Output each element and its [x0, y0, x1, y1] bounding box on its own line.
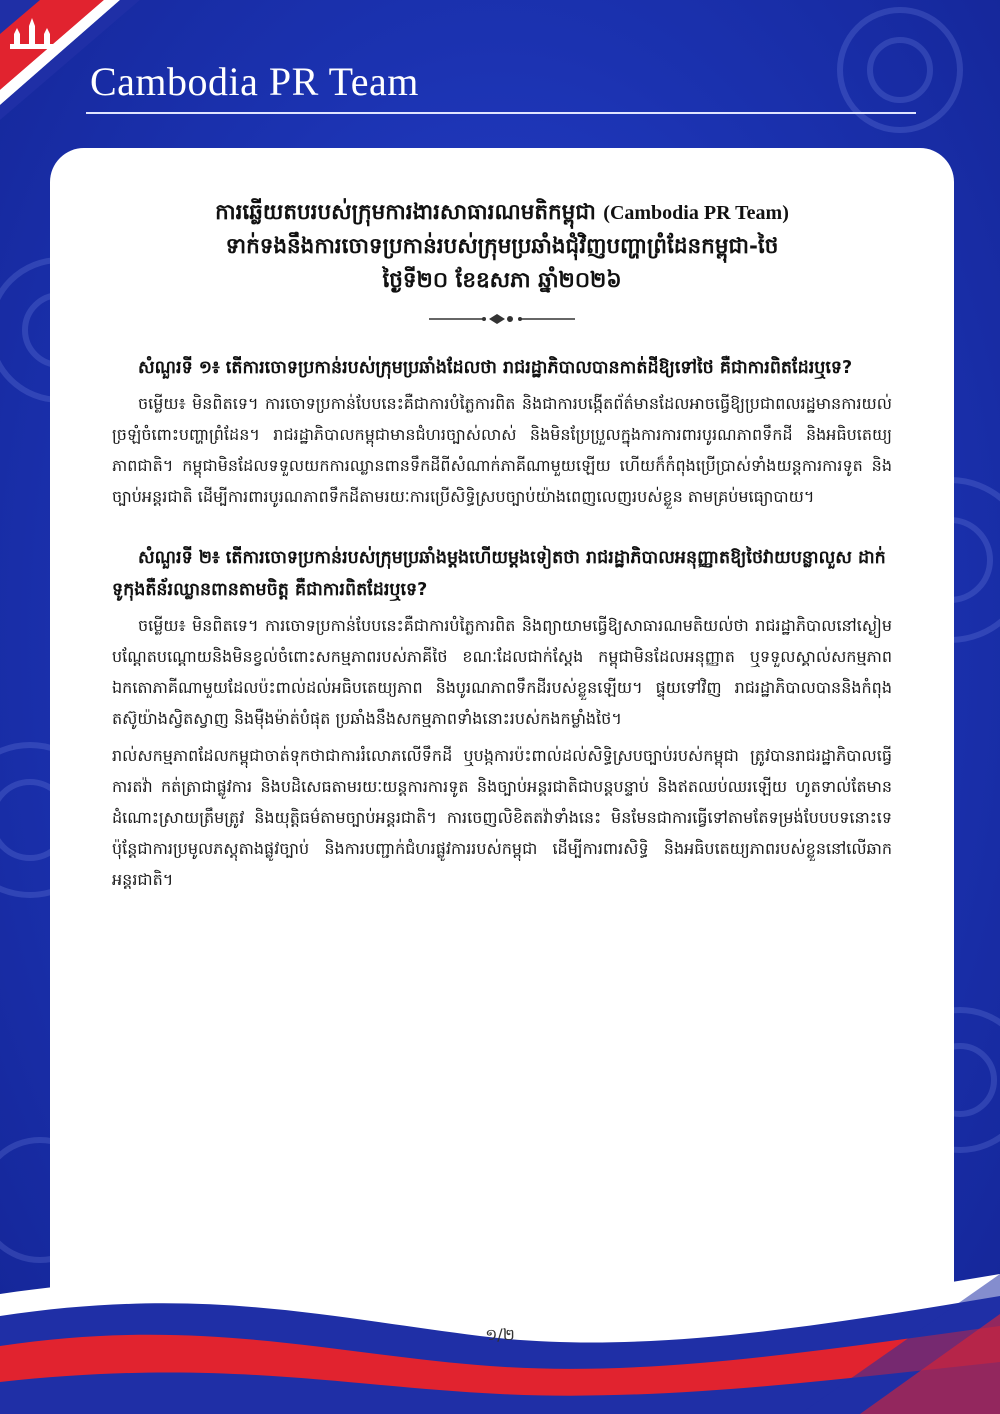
page-number: ១/២ — [485, 1325, 515, 1344]
document-title — [112, 196, 892, 298]
title-line1-english: (Cambodia PR Team) — [603, 202, 789, 224]
answer-2-continuation: រាល់សកម្មភាពដែលកម្ពុជាចាត់ទុកថាជាការរំលោភលើទឹកដី ឬបង្កការប៉ះពាល់ដល់សិទ្ធិស្របច្បាប់របស់កម្ពុជា ត្រូវបានរាជរដ្ឋាភិបាលធ្វើការតវ៉ា កត់ត្រាជាផ្លូវការ និងបដិសេធតាមរយៈយន្តការការទូត និងច្បាប់អន្តរជាតិជាបន្តបន្ទាប់ និងឥតឈប់ឈរឡើយ ហូតទាល់តែមានដំណោះស្រាយត្រឹមត្រូវ និងយុត្តិធម៌តាមច្បាប់អន្តរជាតិ។ ការចេញលិខិតតវ៉ាទាំងនេះ មិនមែនជាការធ្វើទៅតាមតែទម្រង់បែបបទនោះទេ ប៉ុន្តែជាការប្រមូលភស្តុតាងផ្លូវច្បាប់ និងការបញ្ជាក់ជំហរផ្លូវការរបស់កម្ពុជា ដើម្បីការពារសិទ្ធិ និងអធិបតេយ្យភាពរបស់ខ្លួននៅលើឆាកអន្តរជាតិ។ — [112, 746, 892, 889]
title-date: ថ្ងៃទី២០ ខែឧសភា ឆ្នាំ២០២៦ — [382, 268, 622, 293]
header-divider — [86, 112, 916, 114]
document-card — [50, 148, 954, 1366]
question-section-1 — [112, 352, 892, 512]
answer-2: ចម្លើយ៖ មិនពិតទេ។ ការចោទប្រកាន់បែបនេះគឺជាការបំភ្លៃការពិត និងព្យាយាមធ្វើឱ្យសាធារណមតិយល់ថា រាជរដ្ឋាភិបាលនៅស្ងៀម បណ្តែតបណ្តោយនិងមិនខ្វល់ចំពោះសកម្មភាពរបស់ភាគីថៃ ខណៈដែលជាក់ស្តែង កម្ពុជាមិនដែលអនុញ្ញាត ឬទទួលស្គាល់សកម្មភាពឯកតោភាគីណាមួយដែលប៉ះពាល់ដល់អធិបតេយ្យភាព និងបូរណភាពទឹកដីរបស់ខ្លួនឡើយ។ ផ្ទុយទៅវិញ រាជរដ្ឋាភិបាលបាននិងកំពុងតស៊ូយ៉ាងស្វិតស្វាញ និងម៉ឺងម៉ាត់បំផុត ប្រឆាំងនឹងសកម្មភាពទាំងនោះរបស់កងកម្លាំងថៃ។ — [112, 616, 892, 728]
answer-1: ចម្លើយ៖ មិនពិតទេ។ ការចោទប្រកាន់បែបនេះគឺជាការបំភ្លៃការពិត និងជាការបង្កើតព័ត៌មានដែលអាចធ្វើឱ្យប្រជាពលរដ្ឋមានការយល់ច្រឡំចំពោះបញ្ហាព្រំដែន។ រាជរដ្ឋាភិបាលកម្ពុជាមានជំហរច្បាស់លាស់ និងមិនប្រែប្រួលក្នុងការការពារបូរណភាពទឹកដី និងអធិបតេយ្យភាពជាតិ។ កម្ពុជាមិនដែលទទួលយកការឈ្លានពានទឹកដីពីសំណាក់ភាគីណាមួយឡើយ ហើយក៏កំពុងប្រើប្រាស់ទាំងយន្តការការទូត និងច្បាប់អន្តរជាតិ ដើម្បីការពារបូរណភាពទឹកដីតាមរយៈការប្រើសិទ្ធិស្របច្បាប់យ៉ាងពេញលេញរបស់ខ្លួន តាមគ្រប់មធ្យោបាយ។ — [112, 394, 892, 506]
header-title: Cambodia PR Team — [90, 59, 419, 104]
document-content — [112, 196, 892, 925]
ornament-divider-icon — [427, 312, 577, 326]
question-2: សំណួរទី ២៖ តើការចោទប្រកាន់របស់ក្រុមប្រឆាំងម្តងហើយម្តងទៀតថា រាជរដ្ឋាភិបាលអនុញ្ញាតឱ្យថៃវាយបន្លាលួស ដាក់ទូកុងតឺន័រឈ្លានពានតាមចិត្ត គឺជាការពិតដែរឬទេ? — [112, 548, 886, 600]
title-line2: ទាក់ទងនឹងការចោទប្រកាន់របស់ក្រុមប្រឆាំងជុំវិញបញ្ហាព្រំដែនកម្ពុជា-ថៃ — [225, 234, 779, 259]
title-line1-khmer: ការឆ្លើយតបរបស់ក្រុមការងារសាធារណមតិកម្ពុជា — [215, 200, 596, 225]
question-section-2 — [112, 542, 892, 895]
question-1: សំណួរទី ១៖ តើការចោទប្រកាន់របស់ក្រុមប្រឆាំងដែលថា រាជរដ្ឋាភិបាលបានកាត់ដីឱ្យទៅថៃ គឺជាការពិតដែរឬទេ? — [138, 358, 853, 378]
